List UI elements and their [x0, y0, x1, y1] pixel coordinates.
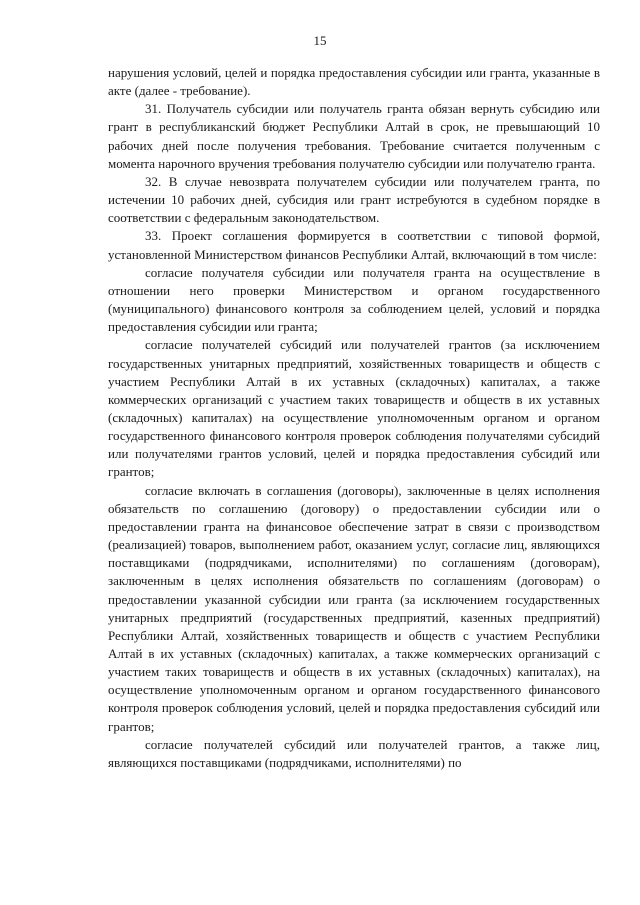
paragraph-33: 33. Проект соглашения формируется в соответствии с типовой формой, установленной Министерством финансов Республики Алтай, включающий в том числе:: [108, 228, 600, 262]
page-number: 15: [313, 33, 327, 48]
paragraph-consent-suppliers: согласие получателей субсидий или получателей грантов, а также лиц, являющихся поставщиками (подрядчиками, исполнителями) по: [108, 736, 600, 770]
paragraph-32: 32. В случае невозврата получателем субсидии или получателем гранта, по истечении 10 рабочих дней, субсидия или грант истребуются в судебном порядке в соответствии с федеральным законодательством.: [108, 173, 600, 226]
document-body: [108, 64, 600, 772]
paragraph-consent-inspection: согласие получателя субсидии или получателя гранта на осуществление в отношении него проверки Министерством и органом государственного (муниципального) финансового контроля за соблюдением целей, условий и порядка предоставления субсидии или гранта;: [108, 264, 600, 335]
paragraph-31: 31. Получатель субсидии или получатель гранта обязан вернуть субсидию или грант в республиканский бюджет Республики Алтай в срок, не превышающий 10 рабочих дней после получения требования. Требование считается полученным с момента нарочного вручения требования получателю субсидии или получателю гранта.: [108, 101, 600, 171]
paragraph-consent-recipients: согласие получателей субсидий или получателей грантов (за исключением государственных унитарных предприятий, хозяйственных товариществ и обществ с участием Республики Алтай в их уставных (складочных) капиталах, а также коммерческих организаций с участием таких товариществ и обществ в их уставных (складочных) капиталах) на осуществление уполномоченным органом и органом государственного финансового контроля проверок соблюдения получателями субсидий или получателями грантов условий, целей и порядка предоставления субсидий или грантов;: [108, 337, 600, 480]
paragraph-continuation: нарушения условий, целей и порядка предоставления субсидии или гранта, указанные в акте (далее - требование).: [108, 65, 600, 99]
paragraph-consent-contracts: согласие включать в соглашения (договоры), заключенные в целях исполнения обязательств по соглашению (договору) о предоставлении субсидии или о предоставлении гранта на финансовое обеспечение затрат в связи с производством (реализацией) товаров, выполнением работ, оказанием услуг, согласие лиц, являющихся поставщиками (подрядчиками, исполнителями) по соглашениям (договорам), заключенным в целях исполнения обязательств по соглашениям (договорам) о предоставлении указанной субсидии или гранта (за исключением государственных унитарных предприятий (государственных предприятий, казенных предприятий) Республики Алтай, хозяйственных товариществ и обществ с участием Республики Алтай в их уставных (складочных) капиталах, а также коммерческих организаций с участием таких товариществ и обществ в их уставных (складочных) капиталах), на осуществление уполномоченным органом и органом государственного финансового контроля проверок соблюдения условий, целей и порядка предоставления субсидий или грантов;: [108, 482, 600, 734]
